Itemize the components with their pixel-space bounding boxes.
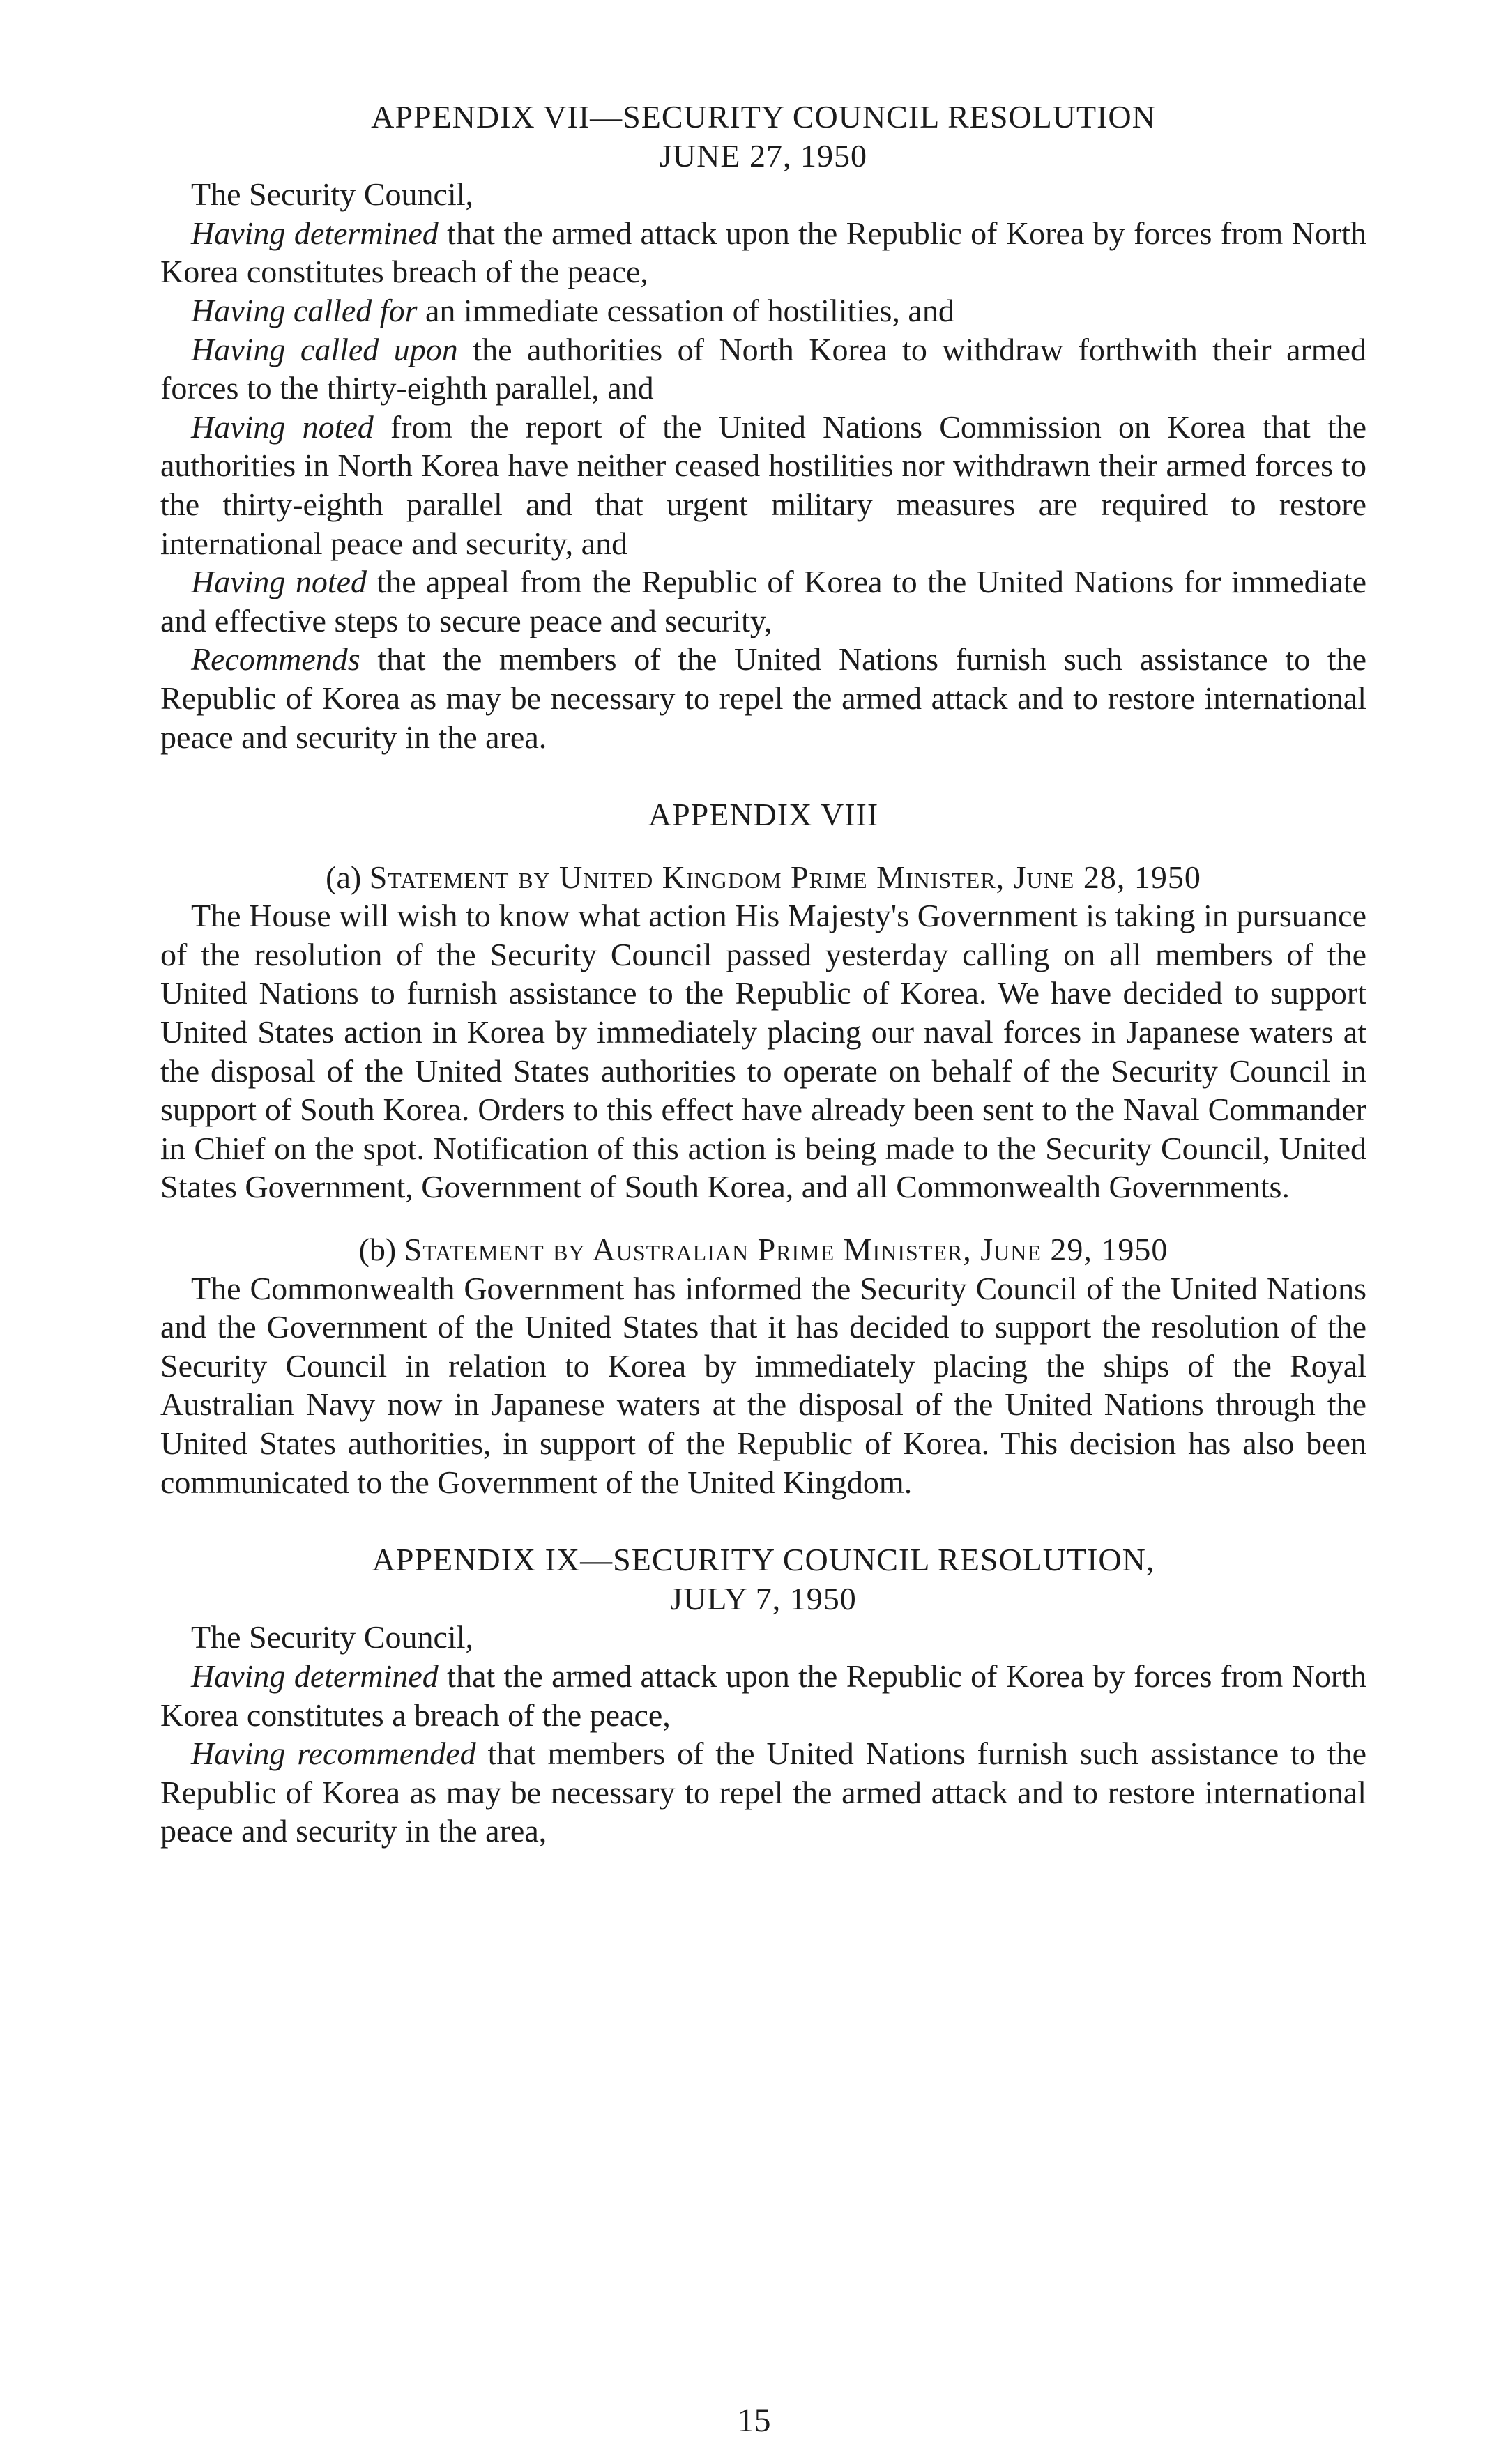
statement-b-marker: (b) xyxy=(358,1232,397,1268)
clause-lead: Having noted xyxy=(191,564,367,600)
appendix-vii-clause xyxy=(160,330,1366,408)
clause-text: that the armed attack upon the Republic of Korea by forces from North Korea constitutes breach of the peace, xyxy=(160,215,1366,290)
statement-b-heading xyxy=(160,1230,1366,1269)
statement-b-body: The Commonwealth Government has informed the Security Council of the United Nations and the Government of the United States that it has decided to support the resolution of the Security Council in relation to Korea by immediately placing the ships of the Royal Australian Navy now in Japanese waters at the disposal of the United Nations through the United States authorities, in support of the Republic of Korea. This decision has also been communicated to the Government of the United Kingdom. xyxy=(160,1270,1366,1500)
statement-a-marker: (a) xyxy=(326,859,362,895)
statement-a-title: Statement by United Kingdom Prime Minister, June 28, 1950 xyxy=(369,859,1201,895)
clause-text: that members of the United Nations furnish such assistance to the Republic of Korea as may be necessary to repel the armed attack and to restore international peace and security in the area, xyxy=(160,1736,1367,1849)
clause-text: that the members of the United Nations furnish such assistance to the Republic of Korea as may be necessary to repel the armed attack and to restore international peace and security in the area. xyxy=(160,641,1366,755)
appendix-ix-clause xyxy=(160,1734,1366,1851)
clause-text: the authorities of North Korea to withdraw forthwith their armed forces to the thirty-eighth parallel, and xyxy=(160,331,1367,406)
appendix-ix-date: JULY 7, 1950 xyxy=(670,1580,857,1616)
clause-lead: Having determined xyxy=(191,215,439,251)
appendix-viii-heading: APPENDIX VIII xyxy=(648,797,879,833)
statement-a-body: The House will wish to know what action His Majesty's Government is taking in pursuance of the resolution of the Security Council passed yesterday calling on all members of the United Nations to furnish assistance to the Republic of Korea. We have decided to support United States action in Korea by immediately placing our naval forces in Japanese waters at the disposal of the United States authorities to operate on behalf of the Security Council in support of South Korea. Orders to this effect have already been sent to the Naval Commander in Chief on the spot. Notification of this action is being made to the Security Council, United States Government, Government of South Korea, and all Commonwealth Governments. xyxy=(160,898,1366,1205)
statement-b-title: Statement by Australian Prime Minister, June 29, 1950 xyxy=(404,1232,1168,1268)
appendix-ix-intro: The Security Council, xyxy=(191,1619,473,1655)
appendix-viii xyxy=(160,795,1366,1501)
appendix-ix-heading: APPENDIX IX—SECURITY COUNCIL RESOLUTION, xyxy=(372,1542,1155,1578)
clause-lead: Having noted xyxy=(191,408,374,445)
clause-lead: Having called upon xyxy=(191,331,458,367)
clause-text: the appeal from the Republic of Korea to the United Nations for immediate and effective steps to secure peace and security, xyxy=(160,564,1366,638)
appendix-vii-clause xyxy=(160,408,1366,563)
appendix-ix-clause xyxy=(160,1657,1366,1734)
appendix-vii-date: JUNE 27, 1950 xyxy=(660,137,867,174)
appendix-vii-clause xyxy=(160,640,1366,756)
clause-text: that the armed attack upon the Republic of Korea by forces from North Korea constitutes a breach of the peace, xyxy=(160,1658,1366,1733)
clause-text: an immediate cessation of hostilities, and xyxy=(417,292,954,328)
page-number: 15 xyxy=(737,2402,771,2439)
appendix-vii-clause xyxy=(160,563,1366,640)
appendix-vii-clause xyxy=(160,291,1366,330)
document-page xyxy=(160,98,1366,1851)
appendix-vii-heading: APPENDIX VII—SECURITY COUNCIL RESOLUTION xyxy=(371,99,1156,135)
appendix-ix xyxy=(160,1540,1366,1851)
clause-lead: Having determined xyxy=(191,1658,439,1694)
clause-lead: Having called for xyxy=(191,292,418,328)
appendix-vii-clause xyxy=(160,214,1366,291)
clause-lead: Having recommended xyxy=(191,1736,476,1772)
clause-lead: Recommends xyxy=(191,641,360,678)
statement-a-heading xyxy=(160,858,1366,897)
clause-text: from the report of the United Nations Commission on Korea that the authorities in North Korea have neither ceased hostilities nor withdrawn their armed forces to the thirty-eighth parallel and that urgent military measures are required to restore international peace and security, and xyxy=(160,408,1366,561)
appendix-vii-intro: The Security Council, xyxy=(191,176,473,213)
appendix-vii xyxy=(160,98,1366,756)
